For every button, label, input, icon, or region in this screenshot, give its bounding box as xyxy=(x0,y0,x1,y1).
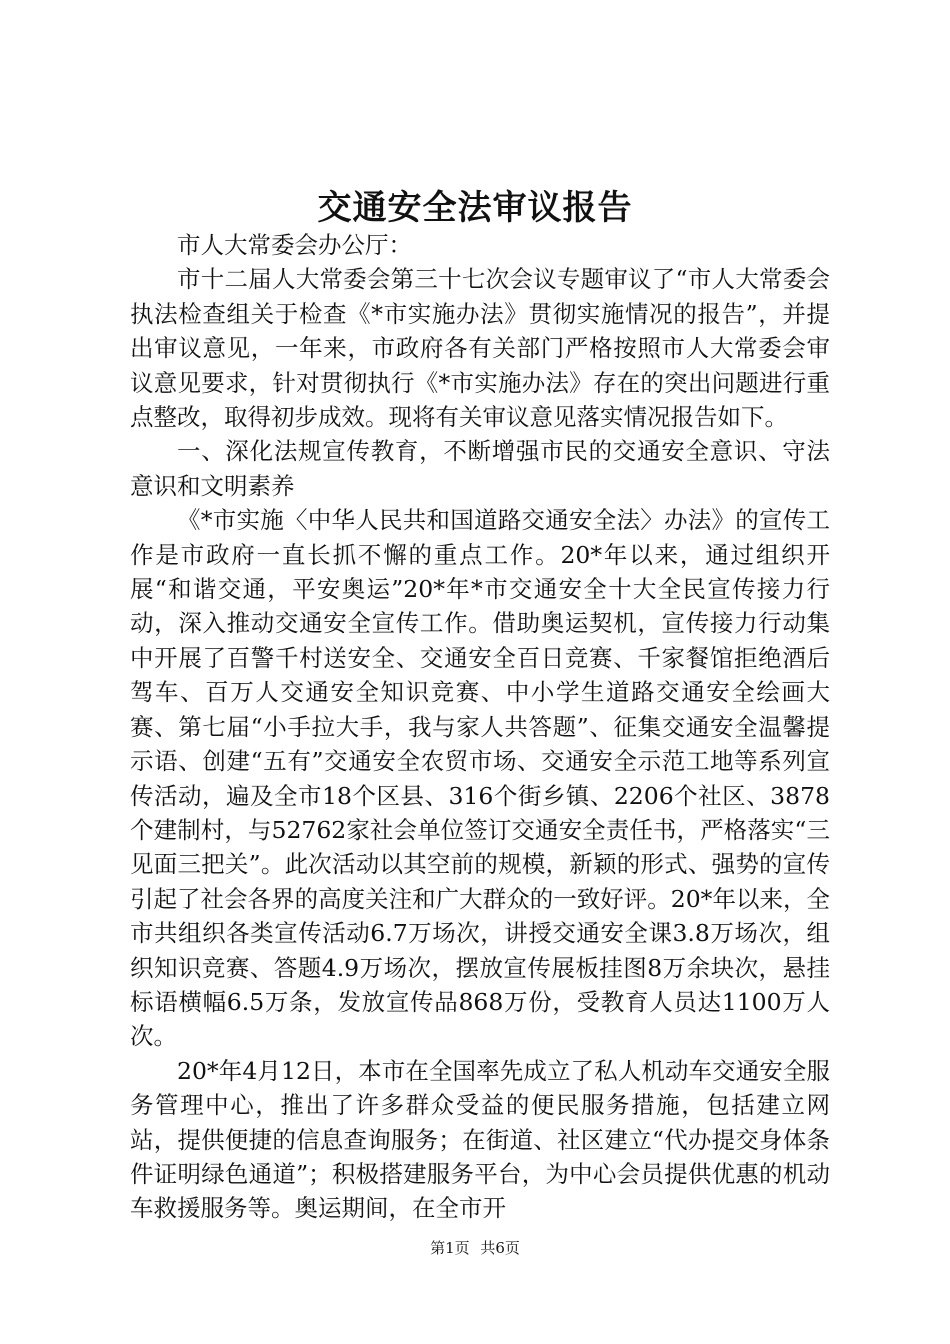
body-paragraph: 《*市实施〈中华人民共和国道路交通安全法〉办法》的宣传工作是市政府一直长抓不懈的重点工作。20*年以来，通过组织开展“和谐交通，平安奥运”20*年*市交通安全十大全民宣传接力行动，深入推动交通安全宣传工作。借助奥运契机，宣传接力行动集中开展了百警千村送安全、交通安全百日竞赛、千家餐馆拒绝酒后驾车、百万人交通安全知识竞赛、中小学生道路交通安全绘画大赛、第七届“小手拉大手，我与家人共答题”、征集交通安全温馨提示语、创建“五有”交通安全农贸市场、交通安全示范工地等系列宣传活动，遍及全市18个区县、316个街乡镇、2206个社区、3878个建制村，与52762家社会单位签订交通安全责任书，严格落实“三见面三把关”。此次活动以其空前的规模，新颖的形式、强势的宣传引起了社会各界的高度关注和广大群众的一致好评。20*年以来，全市共组织各类宣传活动6.7万场次，讲授交通安全课3.8万场次，组织知识竞赛、答题4.9万场次，摆放宣传展板挂图8万余块次，悬挂标语横幅6.5万条，发放宣传品868万份，受教育人员达1100万人次。 xyxy=(130,506,830,1051)
intro-paragraph: 市十二届人大常委会第三十七次会议专题审议了“市人大常委会执法检查组关于检查《*市实施办法》贯彻实施情况的报告”，并提出审议意见，一年来，市政府各有关部门严格按照市人大常委会审议意见要求，针对贯彻执行《*市实施办法》存在的突出问题进行重点整改，取得初步成效。现将有关审议意见落实情况报告如下。 xyxy=(130,265,830,432)
section-heading: 一、深化法规宣传教育，不断增强市民的交通安全意识、守法意识和文明素养 xyxy=(130,437,830,500)
page-number: 第1页 xyxy=(430,1239,470,1257)
salutation-paragraph: 市人大常委会办公厅： xyxy=(177,231,412,259)
page-total: 共6页 xyxy=(480,1239,520,1257)
document-body xyxy=(130,228,830,1226)
page-footer xyxy=(0,1238,950,1258)
body-paragraph: 20*年4月12日，本市在全国率先成立了私人机动车交通安全服务管理中心，推出了许多群众受益的便民服务措施，包括建立网站，提供便捷的信息查询服务；在街道、社区建立“代办提交身体条件证明绿色通道”；积极搭建服务平台，为中心会员提供优惠的机动车救援服务等。奥运期间，在全市开 xyxy=(130,1056,830,1223)
document-title: 交通安全法审议报告 xyxy=(317,188,633,228)
